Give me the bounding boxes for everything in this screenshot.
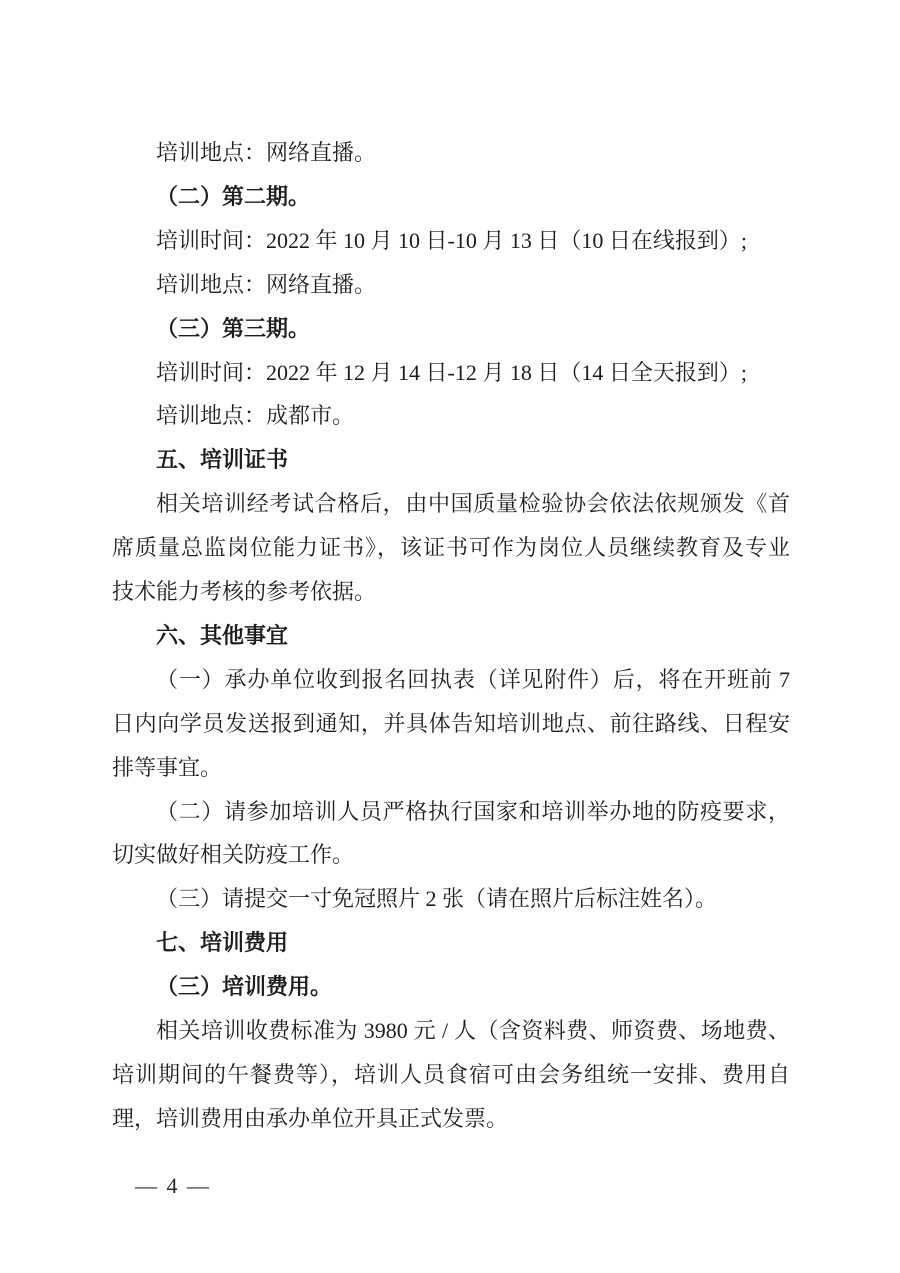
body-text-line: 日内向学员发送报到通知，并具体告知培训地点、前往路线、日程安	[112, 711, 790, 736]
body-text-line: 相关培训经考试合格后，由中国质量检验协会依法依规颁发《首	[156, 491, 790, 516]
body-text-line: 理，培训费用由承办单位开具正式发票。	[112, 1106, 509, 1131]
section-heading: 六、其他事宜	[156, 623, 289, 648]
page-number: — 4 —	[135, 1173, 211, 1198]
body-text-line: 培训地点：网络直播。	[156, 272, 377, 297]
section-heading: 五、培训证书	[156, 447, 289, 472]
body-text-line: （三）请提交一寸免冠照片 2 张（请在照片后标注姓名）。	[156, 886, 718, 911]
subsection-heading: （二）第二期。	[156, 184, 311, 209]
subsection-heading: （三）第三期。	[156, 316, 311, 341]
body-text-line: 技术能力考核的参考依据。	[112, 579, 377, 604]
body-text-line: 培训地点：网络直播。	[156, 140, 377, 165]
body-text-line: 相关培训收费标准为 3980 元 / 人（含资料费、师资费、场地费、	[156, 1018, 790, 1043]
body-text-line: （二）请参加培训人员严格执行国家和培训举办地的防疫要求，	[156, 799, 790, 824]
body-text-line: 席质量总监岗位能力证书》，该证书可作为岗位人员继续教育及专业	[112, 535, 790, 560]
body-text-line: 培训期间的午餐费等），培训人员食宿可由会务组统一安排、费用自	[112, 1062, 790, 1087]
subsection-heading: （三）培训费用。	[156, 974, 333, 999]
section-heading: 七、培训费用	[156, 930, 289, 955]
body-text-line: 培训地点：成都市。	[156, 403, 355, 428]
body-text-line: （一）承办单位收到报名回执表（详见附件）后，将在开班前 7	[156, 667, 790, 692]
body-text-line: 培训时间：2022 年 10 月 10 日-10 月 13 日（10 日在线报到）;	[156, 228, 747, 253]
body-text-line: 排等事宜。	[112, 755, 223, 780]
body-text-line: 切实做好相关防疫工作。	[112, 842, 355, 867]
body-text-line: 培训时间：2022 年 12 月 14 日-12 月 18 日（14 日全天报到）;	[156, 360, 747, 385]
